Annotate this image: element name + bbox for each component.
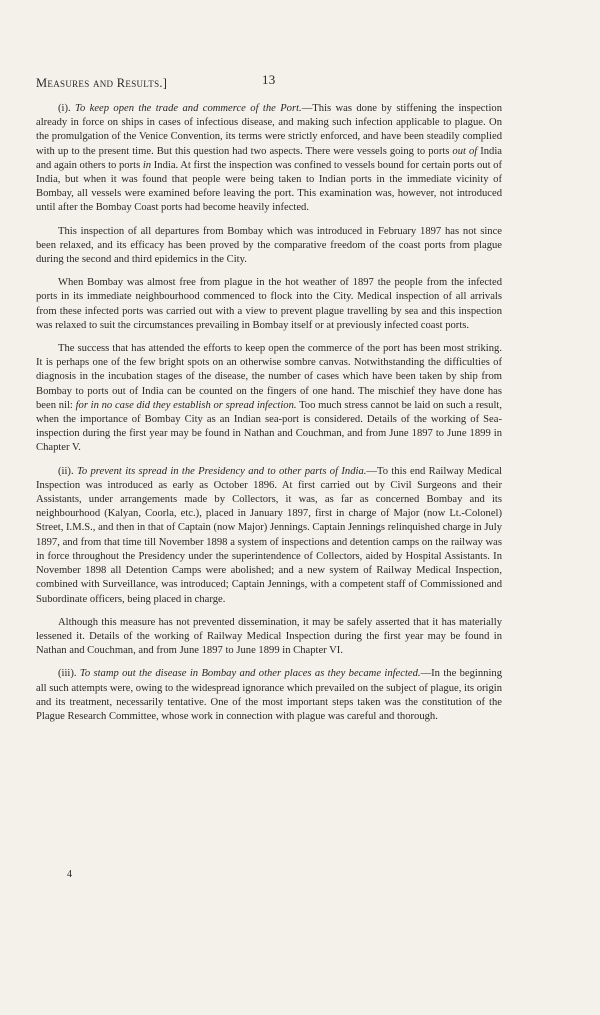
paragraph-text: India and again others to ports — [36, 145, 502, 171]
paragraph-trade-commerce — [36, 102, 502, 216]
signature-mark: 4 — [67, 869, 72, 880]
running-head — [36, 72, 502, 96]
paragraph-text: This inspection of all departures from Bombay which was introduced in February 1897 has not since been relaxed, and its efficacy has been proved by the comparative freedom of the coast ports from plague during the second and third epidemics in the City. — [36, 225, 502, 266]
paragraph-text: —In the beginning all such attempts were, owing to the widespread ignorance which prevailed on the subject of plague, its origin and its treatment, necessarily tentative. One of the most important steps taken was the constitution of the Plague Research Committee, whose work in connection with plague was careful and thorough. — [36, 668, 502, 722]
paragraph-text: When Bombay was almost free from plague in the hot weather of 1897 the people from the infected ports in its immediate neighbourhood commenced to flock into the City. Medical inspection of all arrivals from these infected ports was carried out with a view to prevent plague travelling by sea and this inspection was relaxed to suit the circumstances prevailing in Bombay itself or at previously infected coast ports. — [36, 277, 502, 331]
paragraph-text: —To this end Railway Medical Inspection was introduced as early as October 1896. At first carried out by Civil Surgeons and their Assistants, under arrangements made by Collectors, it was, as far as concerned Bombay and its neighbourhood (Kalyan, Coorla, etc.), placed in January 1897, first in charge of Major (now Lt.-Colonel) Street, I.M.S., and then in that of Captain (now Major) Jennings. Captain Jennings relinquished charge in July 1897, and from that time till November 1898 a system of inspections and detention camps on the railway was in force throughout the Presidency under the superintendence of Collectors, aided by Hospital Assistants. In November 1898 all Detention Camps were abolished; and a new system of Railway Medical Inspection, combined with Surveillance, was introduced; Captain Jennings, with a competent staff of Commissioned and Subordinate officers, being placed in charge. — [36, 465, 502, 605]
paragraph-arrivals-inspection — [36, 276, 502, 333]
paragraph-lead: (ii). — [58, 465, 74, 477]
paragraph-text: Although this measure has not prevented dissemination, it may be safely asserted that it has materially lessened it. Details of the working of Railway Medical Inspection during the first year may be found in Nathan and Couchman, and from June 1897 to June 1899 in Chapter VI. — [36, 616, 502, 657]
paragraph-heading: To stamp out the disease in Bombay and other places as they became infected. — [79, 668, 421, 680]
body-text — [36, 102, 502, 724]
emphasis: for in no case did they establish or spread infection. — [75, 399, 297, 411]
paragraph-prevent-spread — [36, 465, 502, 607]
page-number: 13 — [262, 72, 276, 87]
paragraph-stamp-out — [36, 667, 502, 724]
paragraph-text: —This was done by stiffening the inspection already in force on ships in cases of infectious disease, and making such infection applicable to plague. On the promulgation of the Venice Convention, its terms were strictly enforced, and have been steadily complied with up to the present time. But this question had two aspects. There were vessels going to ports — [36, 103, 502, 157]
paragraph-railway-result — [36, 616, 502, 659]
paragraph-text: Too much stress cannot be laid on such a result, when the importance of Bombay City as an Indian sea-port is considered. Details of the working of Sea-inspection during the first year may be found in Nathan and Couchman, and from June 1897 to June 1899 in Chapter V. — [36, 399, 503, 454]
section-title: Measures and Results.] — [36, 76, 168, 90]
emphasis: out of — [452, 145, 478, 157]
paragraph-heading: To keep open the trade and commerce of the Port. — [75, 103, 302, 114]
paragraph-text: India. At first the inspection was confined to vessels bound for certain ports out of India, but when it was found that people were being taken to Indian ports in the immediate vicinity of Bombay, all vessels were examined before leaving the port. This examination was, however, not introduced until after the Bombay Coast ports had become heavily infected. — [36, 159, 502, 214]
emphasis: in — [142, 159, 152, 171]
paragraph-text: The success that has attended the efforts to keep open the commerce of the port has been most striking. It is perhaps one of the few bright spots on an otherwise sombre canvas. Notwithstanding the difficulties of diagnosis in the incubation stages of the disease, the number of cases which have been taken by ship from Bombay to ports out of India can be counted on the fingers of one hand. The mischief they have done has been nil: — [36, 343, 502, 411]
paragraph-lead: (i). — [58, 103, 71, 114]
paragraph-heading: To prevent its spread in the Presidency and to other parts of India. — [76, 465, 367, 477]
paragraph-success — [36, 342, 502, 456]
paragraph-departures-inspection — [36, 225, 502, 268]
paragraph-lead: (iii). — [58, 668, 77, 680]
